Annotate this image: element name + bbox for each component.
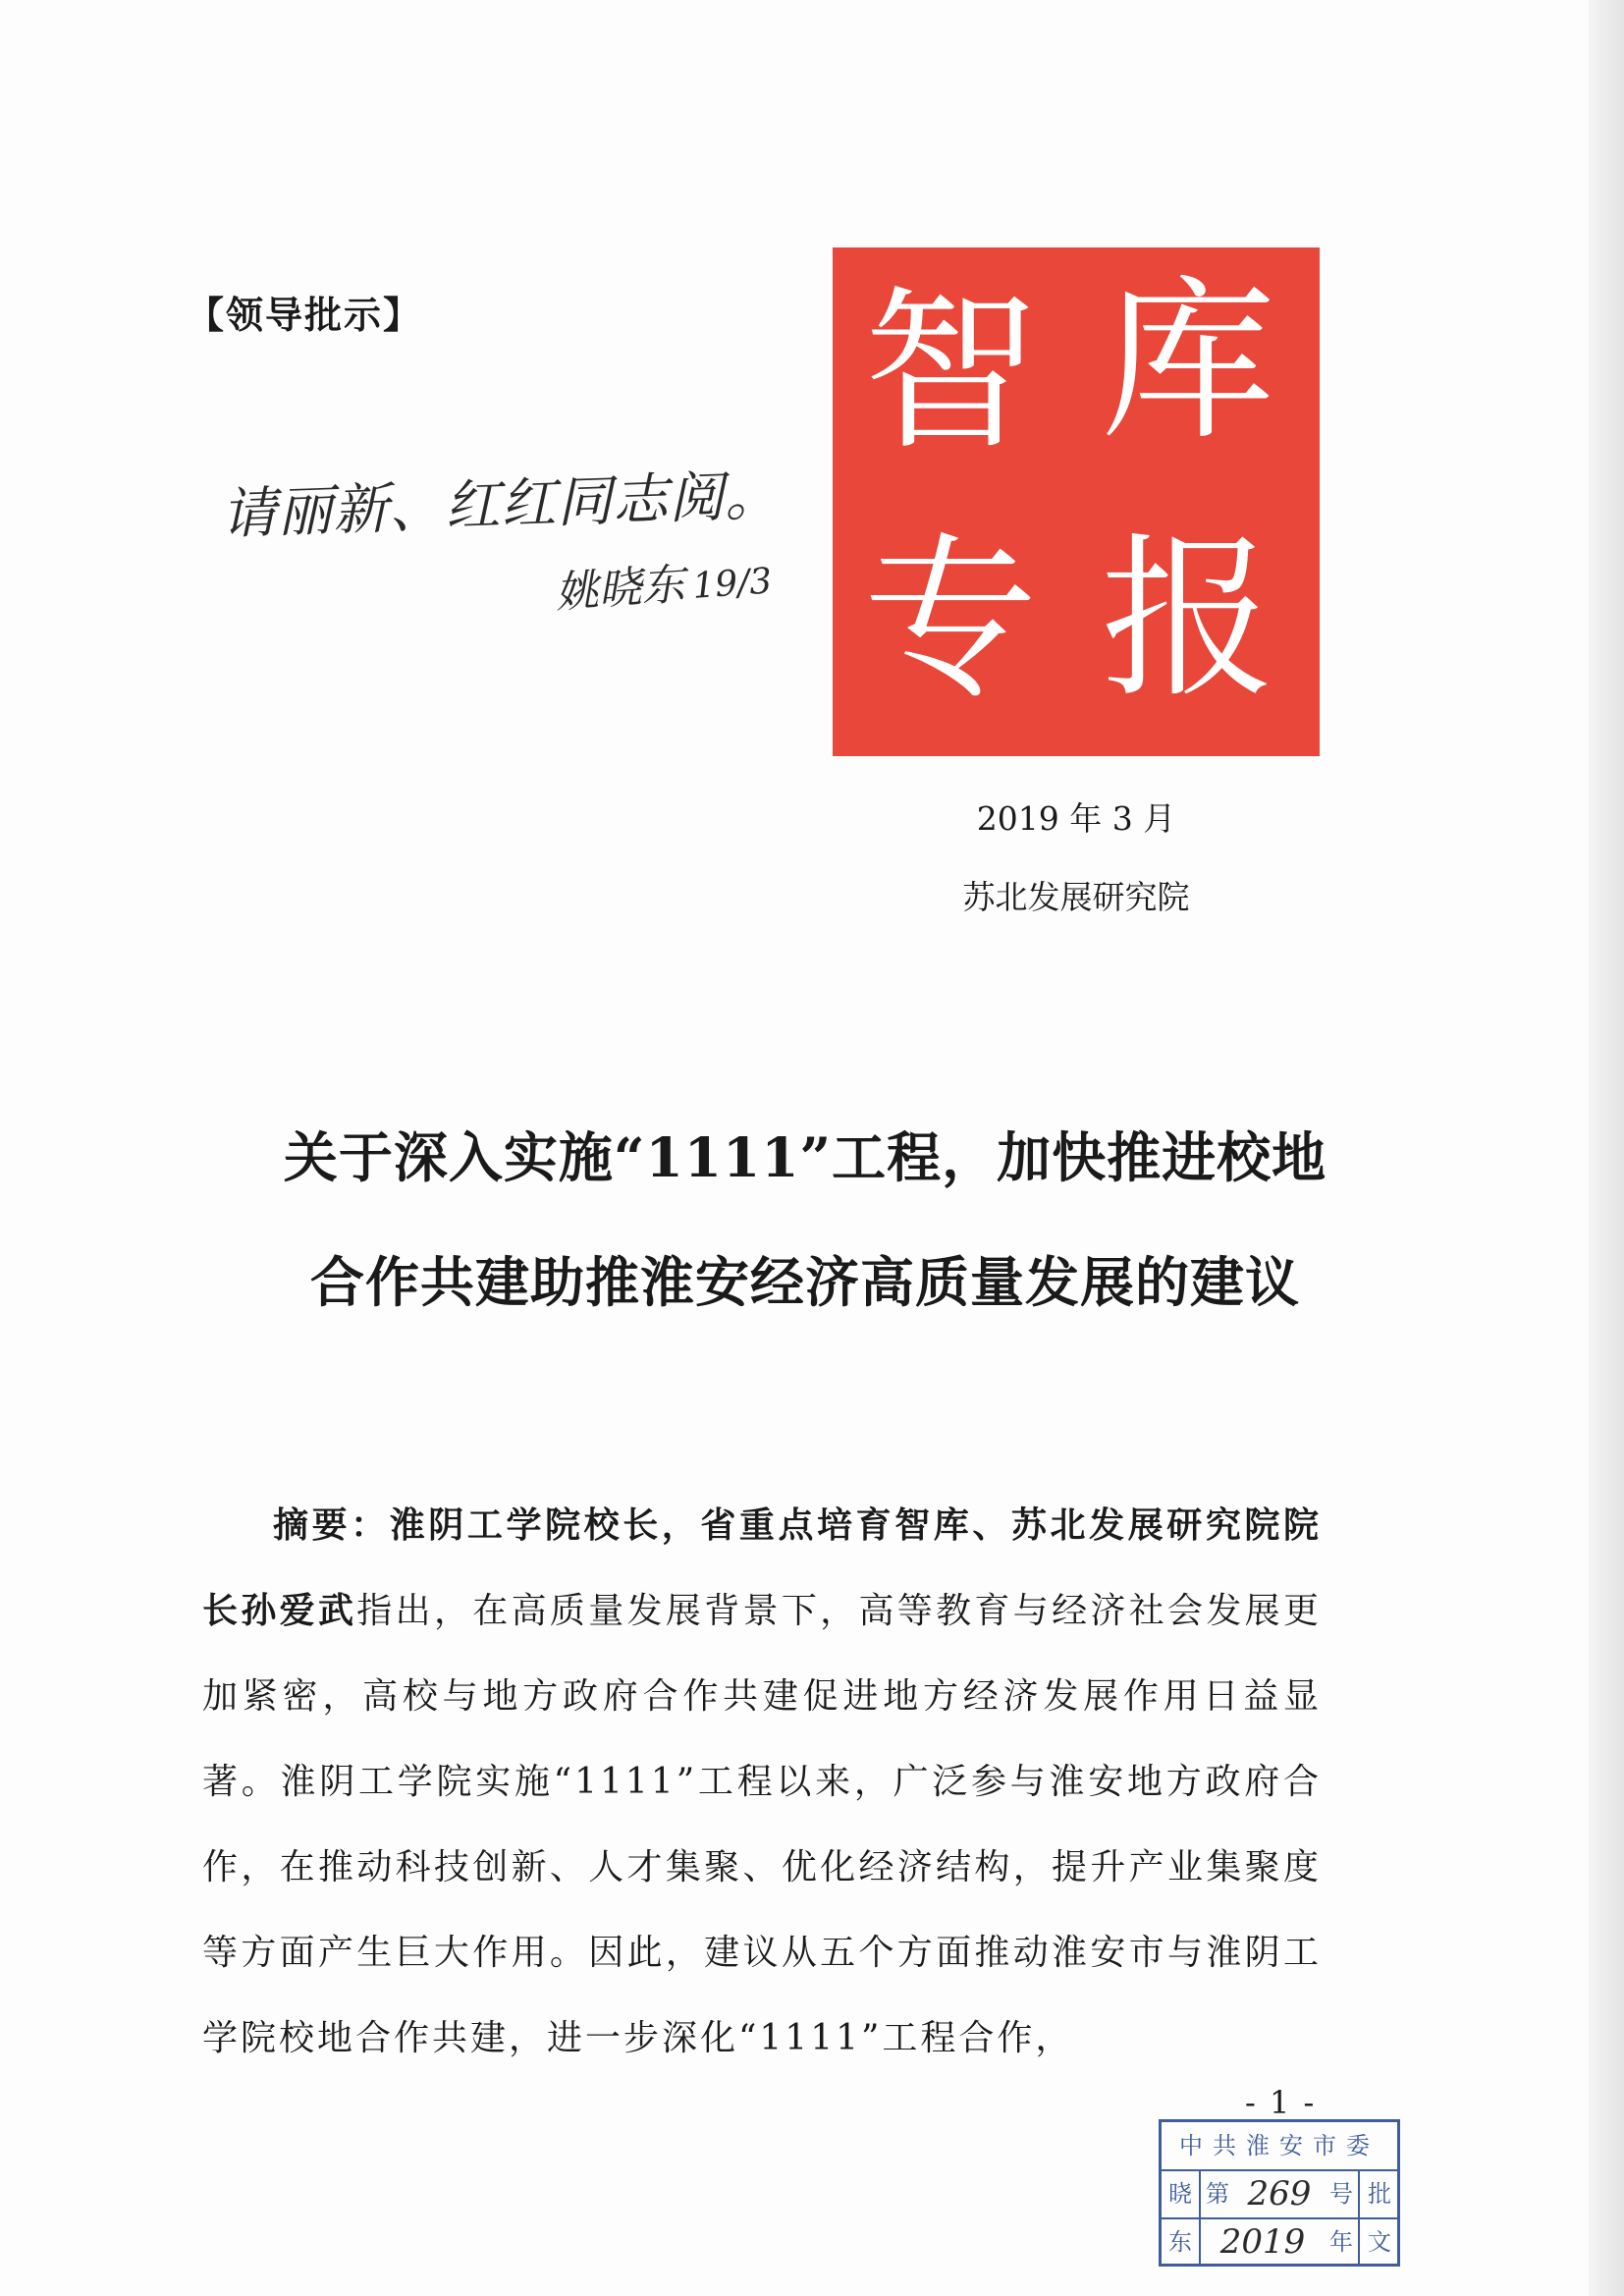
approval-stamp — [1159, 2119, 1400, 2267]
stamp-handwritten-year: 2019 — [1219, 2222, 1306, 2262]
stamp-number-row — [1162, 2170, 1397, 2219]
stamp-hao-char: 号 — [1329, 2180, 1353, 2208]
document-title-line-2: 合作共建助推淮安经济高质量发展的建议 — [309, 1250, 1300, 1314]
abstract-paragraph — [202, 1483, 1322, 2081]
stamp-handwritten-number: 269 — [1247, 2174, 1312, 2214]
masthead-char: 智 — [863, 270, 1038, 473]
stamp-header: 中共淮安市委 — [1162, 2122, 1397, 2171]
stamp-left-char: 晓 — [1162, 2170, 1201, 2217]
masthead-char: 报 — [1101, 518, 1275, 721]
stamp-nian-char: 年 — [1329, 2228, 1353, 2256]
issue-date: 2019 年 3 月 — [976, 799, 1176, 838]
think-tank-report-masthead — [833, 247, 1320, 756]
leader-instruction-label: 【领导批示】 — [187, 294, 423, 337]
document-title-line-1: 关于深入实施“1111”工程，加快推进校地 — [283, 1125, 1327, 1189]
abstract-label: 摘要： — [273, 1504, 390, 1546]
handwritten-signature-block — [553, 542, 774, 620]
abstract-bold-text: 淮阴工学院校长，省重点培育智库、苏北发展研究院院长孙爱武 — [202, 1504, 1322, 1631]
stamp-left-char: 东 — [1162, 2218, 1201, 2266]
page-edge-shadow — [1589, 0, 1624, 2296]
handwritten-instruction: 请丽新、红红同志阅。 — [220, 464, 783, 547]
page-number: - 1 - — [1245, 2084, 1317, 2121]
stamp-pi-char: 批 — [1358, 2170, 1399, 2217]
masthead-char: 专 — [863, 518, 1038, 721]
abstract-body-text: 指出，在高质量发展背景下，高等教育与经济社会发展更加紧密，高校与地方政府合作共建促进地方经济发展作用日益显著。淮阴工学院实施“1111”工程以来，广泛参与淮安地方政府合作，在推动科技创新、人才集聚、优化经济结构，提升产业集聚度等方面产生巨大作用。因此，建议从五个方面推动淮安市与淮阴工学院校地合作共建，进一步深化“1111”工程合作， — [202, 1591, 1322, 2058]
handwritten-date: 19/3 — [691, 561, 774, 607]
masthead-char: 库 — [1101, 260, 1275, 464]
stamp-wen-char: 文 — [1358, 2218, 1399, 2266]
issuing-institute: 苏北发展研究院 — [962, 878, 1190, 916]
stamp-di-char: 第 — [1206, 2180, 1229, 2208]
stamp-year-row — [1162, 2218, 1397, 2266]
handwritten-signature: 姚晓东 — [553, 559, 687, 619]
